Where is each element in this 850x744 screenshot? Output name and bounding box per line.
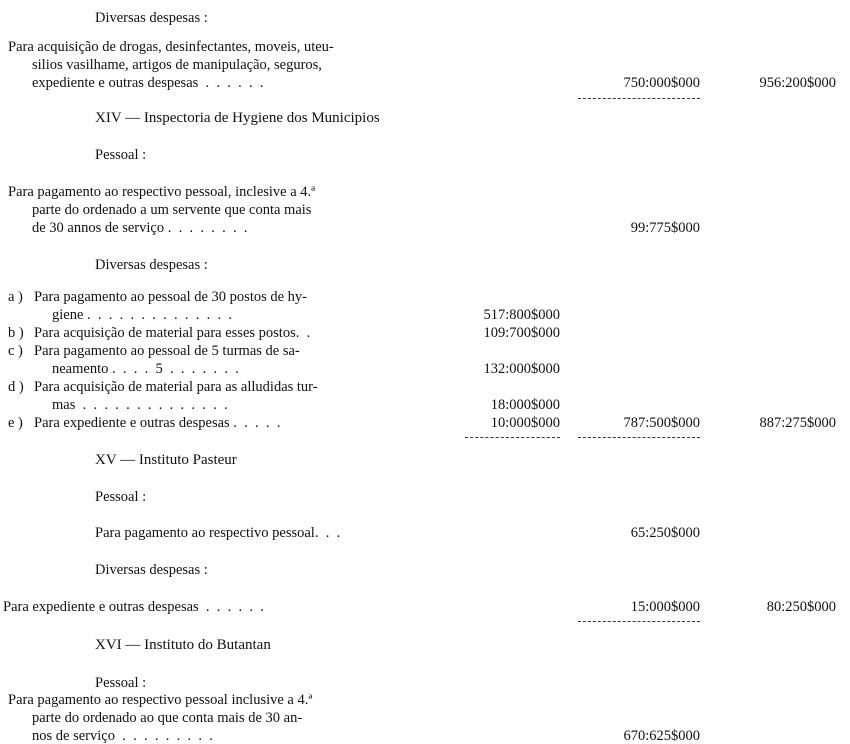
item-line: Para acquisição de material para as alludidas tur- (34, 379, 318, 395)
item-line: parte do ordenado a um servente que conta mais (32, 202, 312, 218)
subtotal-amount: 787:500$000 (623, 415, 700, 431)
item-amount: 517:800$000 (483, 307, 560, 323)
item-letter: e ) (8, 415, 23, 431)
divider (578, 437, 700, 438)
item-line: Para expediente e outras despesas . . . . . . (3, 599, 264, 615)
item-line: Para pagamento ao pessoal de 5 turmas de sa- (34, 343, 300, 359)
item-letter: b ) (8, 325, 24, 341)
section-heading: Diversas despesas : (95, 562, 208, 578)
section-heading: Diversas despesas : (95, 257, 208, 273)
divider (465, 437, 560, 438)
item-line: nos de serviço . . . . . . . . . (32, 728, 213, 744)
item-line: Para expediente e outras despesas . . . . . (34, 415, 281, 431)
subtotal-amount: 750:000$000 (623, 75, 700, 91)
section-heading: Pessoal : (95, 147, 147, 163)
pessoal-amount: 65:250$000 (630, 525, 700, 541)
section-heading: Pessoal : (95, 675, 147, 691)
item-letter: a ) (8, 289, 23, 305)
item-letter: d ) (8, 379, 24, 395)
item-line: Para pagamento ao respectivo pessoal. . . (95, 525, 341, 541)
total-amount: 80:250$000 (766, 599, 836, 615)
section-title: XVI — Instituto do Butantan (95, 637, 271, 653)
item-line: Para pagamento ao respectivo pessoal inclusive a 4.ª (8, 692, 313, 708)
item-line: parte do ordenado ao que conta mais de 30 an- (32, 710, 303, 726)
item-amount: 18:000$000 (490, 397, 560, 413)
section-heading: Diversas despesas : (95, 10, 208, 26)
item-line: expediente e outras despesas . . . . . . (32, 75, 264, 91)
pessoal-amount: 670:625$000 (623, 728, 700, 744)
section-title: XIV — Inspectoria de Hygiene dos Municipios (95, 110, 380, 126)
item-line: mas . . . . . . . . . . . . . . (52, 397, 228, 413)
pessoal-amount: 99:775$000 (630, 220, 700, 236)
item-amount: 132:000$000 (483, 361, 560, 377)
section-heading: Pessoal : (95, 489, 147, 505)
item-amount: 109:700$000 (483, 325, 560, 341)
item-line: silios vasilhame, artigos de manipulação, seguros, (32, 57, 322, 73)
item-letter: c ) (8, 343, 23, 359)
item-line: neamento . . . . 5 . . . . . . . (52, 361, 239, 377)
item-line: de 30 annos de serviço . . . . . . . . (32, 220, 248, 236)
item-line: Para pagamento ao respectivo pessoal, inclesive a 4.ª (8, 184, 316, 200)
total-amount: 956:200$000 (759, 75, 836, 91)
section-title: XV — Instituto Pasteur (95, 452, 237, 468)
divider (578, 98, 700, 99)
item-line: giene . . . . . . . . . . . . . . (52, 307, 233, 323)
divider (578, 621, 700, 622)
despesas-amount: 15:000$000 (630, 599, 700, 615)
total-amount: 887:275$000 (759, 415, 836, 431)
item-line: Para acquisição de drogas, desinfectantes, moveis, uteu- (8, 39, 334, 55)
item-line: Para pagamento ao pessoal de 30 postos de hy- (34, 289, 308, 305)
item-amount: 10:000$000 (490, 415, 560, 431)
item-line: Para acquisição de material para esses postos. . (34, 325, 311, 341)
